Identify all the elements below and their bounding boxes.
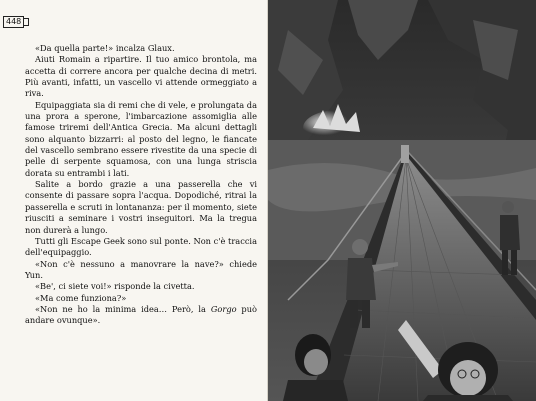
text-run: Aiuti Romain a ripartire. Il tuo amico brontola, ma accetta di correre ancora per qualche decina di metri. Più avanti, infatti, un vascello vi attende ormeggiato a riva. <box>25 54 257 99</box>
text-run: «Da quella parte!» incalza Glaux. <box>35 43 175 53</box>
text-run: «Be', ci siete voi!» risponde la civetta. <box>35 281 195 292</box>
text-run: «Non ne ho la minima idea… Però, la <box>35 303 211 314</box>
text-run: può andare ovunque». <box>25 303 257 326</box>
paragraph <box>25 259 257 282</box>
illustration-page <box>268 0 536 401</box>
paragraph <box>25 54 257 99</box>
text-run: «Non c'è nessuno a manovrare la nave?» chiede Yun. <box>25 258 257 280</box>
text-run: Equipaggiata sia di remi che di vele, e prolungata da una prora a sperone, l'imbarcazione assomiglia alle famose triremi dell'Antica Grecia. Ma alcuni dettagli sono alquanto bizzarri: al posto del legno, le fiancate del vascello sembrano essere rivestite da una specie di pelle di serpente squamosa, con una lunga striscia dorata su entrambi i lati. <box>25 99 257 178</box>
page-number-tab-icon <box>24 18 29 26</box>
text-run: Tutti gli Escape Geek sono sul ponte. Non c'è traccia dell'equipaggio. <box>25 235 257 258</box>
page-number-box <box>3 16 29 28</box>
story-text <box>25 43 257 327</box>
paragraph <box>25 293 257 304</box>
page-number: 448 <box>3 16 24 28</box>
paragraph <box>25 304 257 327</box>
paragraph <box>25 236 257 259</box>
paragraph <box>25 100 257 179</box>
paragraph <box>25 43 257 54</box>
italic-text: Gorgo <box>210 303 237 314</box>
paragraph <box>25 281 257 292</box>
text-run: Salite a bordo grazie a una passerella che vi consente di passare sopra l'acqua. Dopodiché, ritrai la passerella e scruti in lontananza: per il momento, siete riusciti a seminare i vostri inseguitori. Ma la tregua non durerà a lungo. <box>25 179 257 235</box>
paragraph <box>25 179 257 236</box>
ship-illustration <box>268 0 536 401</box>
text-run: «Ma come funziona?» <box>35 292 127 303</box>
